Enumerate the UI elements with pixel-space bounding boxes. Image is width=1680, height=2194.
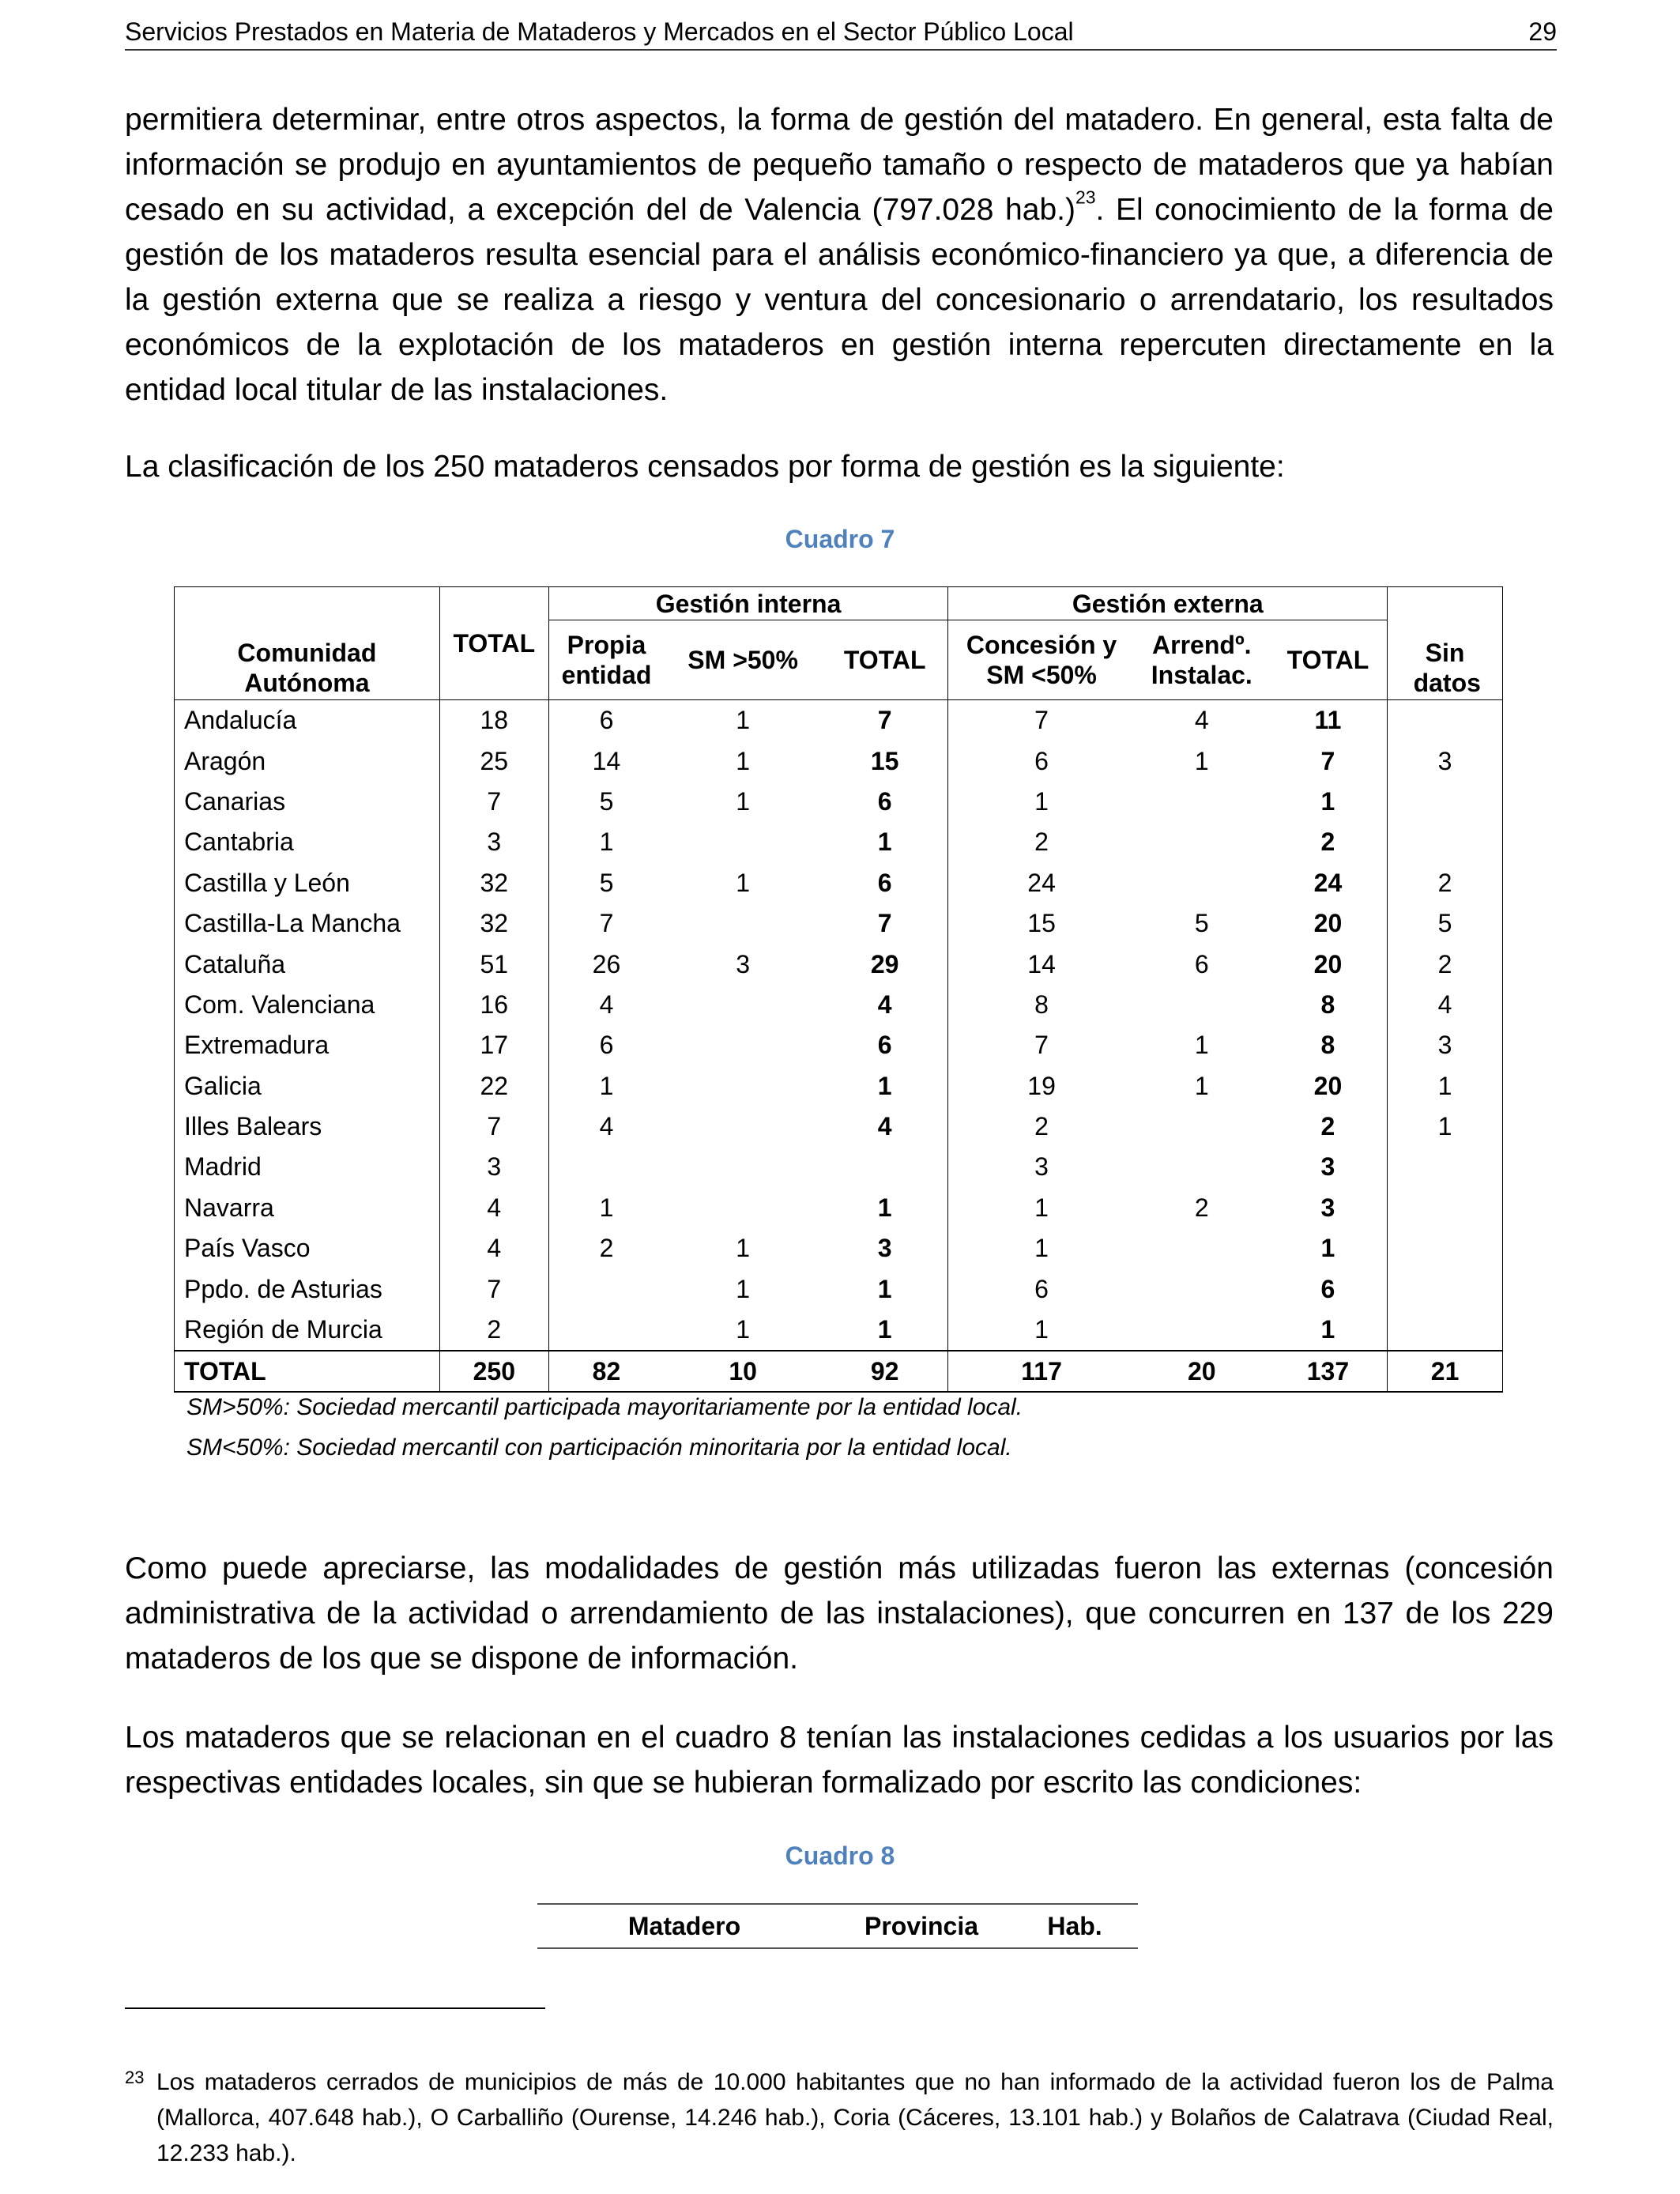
cell-conc: 6 [1034,746,1049,775]
cell-sin [1388,1147,1503,1187]
cell-sm: 3 [736,949,750,978]
cell-conc: 19 [1027,1071,1056,1100]
paragraph-modalidades: Como puede apreciarse, las modalidades de gestión más utilizadas fueron las externas (concesión administrativa de la actividad o arrendamiento de las instalaciones), que concurren en 137 de los 229 mataderos de los que se dispone de información. [125,1551,1554,1676]
cell-name: Ppdo. de Asturias [175,1269,440,1309]
table-row-total [175,1351,1503,1392]
cell-arr: 2 [1194,1193,1209,1222]
cell-arr: 1 [1194,1031,1209,1060]
col-header-propia [548,620,664,700]
cell-total: 4 [439,1188,548,1228]
cell-text: 6 [1269,1269,1388,1309]
table-row [175,741,1503,781]
cell-total: 16 [439,985,548,1025]
cell-tint: 1 [822,1066,948,1106]
cell-conc: 1 [1034,1193,1049,1222]
cell-arr [1135,1106,1269,1147]
cell-name: Galicia [175,1066,440,1106]
paragraph-intro-text-b: . El conocimiento de la forma de gestión de los mataderos resulta esencial para el análisis económico-financiero ya que, a diferencia de la gestión externa que se realiza a riesgo y ventura del concesionario o arrendatario, los resultados económicos de la explotación de los mataderos en gestión interna repercuten directamente en la entidad local titular de las instalaciones. [125,193,1554,407]
cell-sin: 1 [1388,1106,1503,1147]
cell-tint: 7 [822,700,948,741]
cell-name: TOTAL [175,1351,440,1392]
cell-conc: 6 [1034,1274,1049,1303]
cell-total: 51 [439,944,548,984]
cell-total: 7 [439,1269,548,1309]
cell-text: 1 [1269,1228,1388,1269]
cell-text: 3 [1269,1188,1388,1228]
cell-tint: 1 [822,1310,948,1351]
cell-conc: 2 [1034,1112,1049,1141]
cell-total: 32 [439,903,548,944]
cell-sin [1388,1310,1503,1351]
paragraph-cuadro8-intro: Los mataderos que se relacionan en el cuadro 8 tenían las instalaciones cedidas a los usuarios por las respectivas entidades locales, sin que se hubieran formalizado por escrito las condiciones: [125,1721,1554,1800]
cell-sin [1388,1269,1503,1309]
cell-arr [1135,822,1269,862]
cell-arr: 20 [1135,1351,1269,1392]
col-header-total-interna: TOTAL [822,620,948,700]
table-row [175,903,1503,944]
footnote-ref[interactable]: 23 [1075,187,1096,208]
cell-propia: 2 [599,1234,614,1263]
cell-total: 22 [439,1066,548,1106]
cell-sm [664,903,822,944]
cell-sm [664,1147,822,1187]
cell-name: Aragón [175,741,440,781]
cell-name: Canarias [175,782,440,822]
cell-text: 8 [1269,1025,1388,1065]
cell-total: 250 [439,1351,548,1392]
col-header-comunidad-label: Comunidad Autónoma [237,639,377,697]
cell-name: Extremadura [175,1025,440,1065]
cell-sin: 4 [1388,985,1503,1025]
footnote-number: 23 [125,2068,145,2087]
cell-text: 2 [1269,1106,1388,1147]
c8-col-hab: Hab. [1011,1904,1138,1948]
cell-sin [1388,1228,1503,1269]
cell-name: Región de Murcia [175,1310,440,1351]
cell-text: 1 [1269,782,1388,822]
cell-arr [1135,1147,1269,1187]
cell-sin: 2 [1388,863,1503,903]
cell-propia: 1 [599,827,614,857]
page-number: 29 [1528,17,1557,46]
cell-total: 7 [439,1106,548,1147]
cell-propia: 1 [599,1193,614,1222]
table-row [175,1188,1503,1228]
table-row [175,1066,1503,1106]
cell-propia [548,1310,664,1351]
paragraph-intro [125,97,1554,413]
cell-tint: 1 [822,1269,948,1309]
cell-sin: 1 [1388,1066,1503,1106]
cell-total: 32 [439,863,548,903]
col-header-total-externa: TOTAL [1269,620,1388,700]
footnote-text: Los mataderos cerrados de municipios de más de 10.000 habitantes que no han informado de la actividad fueron los de Palma (Mallorca, 407.648 hab.), O Carballiño (Ourense, 14.246 hab.), Coria (Cáceres, 13.101 hab.) y Bolaños de Calatrava (Ciudad Real, 12.233 hab.). [156,2069,1554,2166]
cell-arr: 5 [1194,909,1209,938]
cell-conc: 15 [1027,909,1056,938]
cell-name: Madrid [175,1147,440,1187]
cell-total: 2 [439,1310,548,1351]
cell-conc: 8 [1034,990,1049,1019]
cell-total: 4 [439,1228,548,1269]
cell-total: 25 [439,741,548,781]
cell-arr [1135,863,1269,903]
cell-name: Castilla-La Mancha [175,903,440,944]
cell-arr: 4 [1135,700,1269,741]
col-header-sm50: SM >50% [687,646,798,674]
group-header-interna: Gestión interna [548,587,948,620]
cell-name: Illes Balears [175,1106,440,1147]
cell-sin: 21 [1388,1351,1503,1392]
cell-propia [548,1269,664,1309]
cell-text: 3 [1269,1147,1388,1187]
cell-text: 20 [1269,944,1388,984]
cell-propia: 5 [599,786,614,816]
col-header-arrend [1135,620,1269,700]
cell-total: 7 [439,782,548,822]
col-header-arrend-label: Arrendº. Instalac. [1151,631,1252,689]
paragraph-intro-text-a: permitiera determinar, entre otros aspectos, la forma de gestión del matadero. En general, esta falta de información se produjo en ayuntamientos de pequeño tamaño o respecto de mataderos que ya habían cesado en su actividad, a excepción del de Valencia (797.028 hab.) [125,103,1554,227]
cell-tint: 1 [822,822,948,862]
cell-arr [1135,1228,1269,1269]
cell-sm: 1 [736,868,750,897]
col-header-sin-datos-label: Sin datos [1413,639,1481,697]
cell-sin: 2 [1388,944,1503,984]
cell-sm [664,1188,822,1228]
cell-sm [664,985,822,1025]
cell-name: Andalucía [175,700,440,741]
cell-sm: 1 [736,1234,750,1263]
cell-arr [1135,1269,1269,1309]
cell-total: 3 [439,1147,548,1187]
table-row [175,863,1503,903]
cuadro7-table [174,586,1503,1393]
cell-sm [664,1106,822,1147]
table-row [175,782,1503,822]
cell-sin [1388,1188,1503,1228]
cell-sm: 10 [664,1351,822,1392]
cell-propia: 7 [599,909,614,938]
cell-tint [822,1147,948,1187]
table-row [175,1147,1503,1187]
cell-total: 3 [439,822,548,862]
cell-arr: 1 [1194,746,1209,775]
cell-text: 137 [1269,1351,1388,1392]
cell-sin [1388,822,1503,862]
cell-sin: 3 [1388,741,1503,781]
cell-conc: 117 [948,1351,1135,1392]
header-title: Servicios Prestados en Materia de Mataderos y Mercados en el Sector Público Local [125,17,1074,46]
cell-sm [664,822,822,862]
cell-text: 11 [1269,700,1388,741]
col-header-total: TOTAL [439,587,548,700]
cell-propia: 14 [592,746,621,775]
cuadro7-body [175,700,1503,1393]
cell-tint: 6 [822,1025,948,1065]
cell-sm: 1 [736,746,750,775]
cell-propia: 4 [599,1112,614,1141]
page-header [125,14,1557,51]
cell-tint: 92 [822,1351,948,1392]
cell-arr [1135,782,1269,822]
cell-propia: 6 [548,700,664,741]
cuadro8-caption: Cuadro 8 [785,1842,895,1870]
col-header-concesion [948,620,1135,700]
cell-sm: 1 [736,786,750,816]
col-header-concesion-label: Concesión y SM <50% [966,631,1117,689]
cell-tint: 15 [822,741,948,781]
table-row [175,1106,1503,1147]
cuadro8-table [537,1903,1138,1949]
cell-name: Cantabria [175,822,440,862]
cell-sin: 3 [1388,1025,1503,1065]
cell-sm: 1 [736,1274,750,1303]
cell-propia: 1 [599,1071,614,1100]
cell-sm: 1 [664,700,822,741]
cuadro7-note-2: SM<50%: Sociedad mercantil con participación minoritaria por la entidad local. [186,1434,1012,1461]
cell-sin [1388,700,1503,741]
paragraph-clasificacion: La clasificación de los 250 mataderos censados por forma de gestión es la siguiente: [125,450,1285,484]
group-header-externa: Gestión externa [948,587,1388,620]
cell-sin: 5 [1388,903,1503,944]
cell-tint: 29 [822,944,948,984]
table-row [175,944,1503,984]
cell-tint: 7 [822,903,948,944]
table-row [175,1228,1503,1269]
footnote-23 [125,2064,1554,2171]
cell-name: Cataluña [175,944,440,984]
cuadro7-note-1: SM>50%: Sociedad mercantil participada mayoritariamente por la entidad local. [186,1394,1023,1420]
cell-arr [1135,985,1269,1025]
cell-propia: 5 [599,868,614,897]
col-header-sin-datos [1388,587,1503,700]
table-row [175,1025,1503,1065]
cell-conc: 3 [1034,1152,1049,1182]
table-row [175,700,1503,741]
cell-conc: 14 [1027,949,1056,978]
col-header-propia-label: Propia entidad [561,631,652,689]
cell-tint: 4 [822,1106,948,1147]
cell-name: Com. Valenciana [175,985,440,1025]
table-row [175,822,1503,862]
col-header-comunidad [175,587,440,700]
cell-arr [1135,1310,1269,1351]
cell-conc: 1 [1034,786,1049,816]
table-row [175,1310,1503,1351]
cell-propia: 4 [599,990,614,1019]
cell-tint: 1 [822,1188,948,1228]
cell-propia [548,1147,664,1187]
cell-text: 20 [1269,903,1388,944]
cell-total: 17 [439,1025,548,1065]
cell-conc: 1 [1034,1315,1049,1344]
cell-text: 7 [1269,741,1388,781]
c8-col-matadero: Matadero [537,1904,831,1948]
cell-arr: 6 [1194,949,1209,978]
cell-tint: 3 [822,1228,948,1269]
cell-propia: 82 [548,1351,664,1392]
cell-name: Castilla y León [175,863,440,903]
cell-text: 8 [1269,985,1388,1025]
cell-sm [664,1025,822,1065]
cell-conc: 7 [1034,1031,1049,1060]
cell-conc: 24 [1027,868,1056,897]
cell-sm [664,1066,822,1106]
cell-conc: 1 [1034,1234,1049,1263]
c8-col-provincia: Provincia [831,1904,1011,1948]
cell-text: 24 [1269,863,1388,903]
cell-propia: 6 [599,1031,614,1060]
footnote-separator [125,2007,545,2009]
table-row [175,1269,1503,1309]
cell-sm: 1 [736,1315,750,1344]
cell-text: 1 [1269,1310,1388,1351]
cell-name: Navarra [175,1188,440,1228]
cell-arr: 1 [1194,1071,1209,1100]
cell-text: 2 [1269,822,1388,862]
cell-name: País Vasco [175,1228,440,1269]
table-row [175,985,1503,1025]
cell-conc: 7 [948,700,1135,741]
cell-text: 20 [1269,1066,1388,1106]
cell-tint: 6 [822,863,948,903]
cell-sin [1388,782,1503,822]
cell-conc: 2 [1034,827,1049,857]
cell-tint: 4 [822,985,948,1025]
cuadro7-caption: Cuadro 7 [785,525,895,553]
cell-propia: 26 [592,949,621,978]
cell-total: 18 [439,700,548,741]
cell-tint: 6 [822,782,948,822]
